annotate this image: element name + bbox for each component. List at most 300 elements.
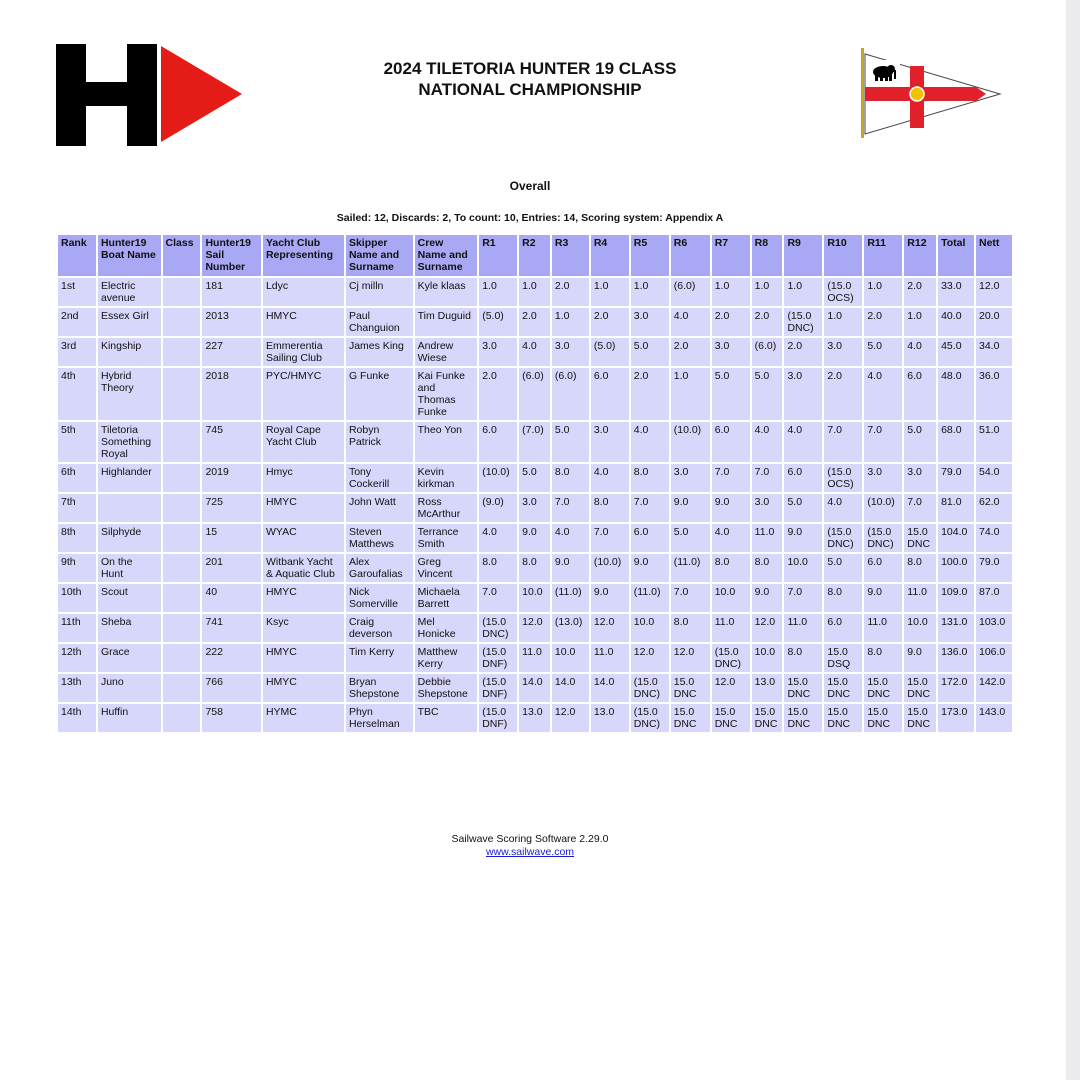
- cell-class: [163, 308, 201, 336]
- cell-r1: (15.0 DNF): [479, 704, 517, 732]
- logo-h-left-bar: [56, 44, 86, 146]
- cell-r4: 13.0: [591, 704, 629, 732]
- cell-hunter19-boat-name: On the Hunt: [98, 554, 161, 582]
- cell-r2: 2.0: [519, 308, 550, 336]
- cell-r8: 5.0: [752, 368, 783, 420]
- cell-yacht-club-representing: WYAC: [263, 524, 344, 552]
- cell-r12: 2.0: [904, 278, 936, 306]
- cell-r5: 9.0: [631, 554, 669, 582]
- club-burgee: [858, 48, 1004, 140]
- cell-r4: 7.0: [591, 524, 629, 552]
- cell-class: [163, 554, 201, 582]
- hunter-logo: [56, 44, 242, 146]
- footer: [0, 833, 1060, 859]
- cell-r9: 4.0: [784, 422, 822, 462]
- cell-r7: 4.0: [712, 524, 750, 552]
- cell-r5: (11.0): [631, 584, 669, 612]
- cell-r1: 1.0: [479, 278, 517, 306]
- table-row: [58, 524, 1012, 552]
- cell-hunter19-boat-name: Grace: [98, 644, 161, 672]
- column-header-rank: Rank: [58, 235, 96, 276]
- cell-class: [163, 584, 201, 612]
- cell-r12: 4.0: [904, 338, 936, 366]
- cell-skipper-name-and-surname: Tim Kerry: [346, 644, 413, 672]
- cell-nett: 103.0: [976, 614, 1012, 642]
- cell-r11: 11.0: [864, 614, 902, 642]
- cell-r1: (15.0 DNF): [479, 644, 517, 672]
- cell-class: [163, 704, 201, 732]
- cell-r10: (15.0 OCS): [824, 278, 862, 306]
- cell-r7: 5.0: [712, 368, 750, 420]
- table-row: [58, 554, 1012, 582]
- cell-class: [163, 494, 201, 522]
- cell-skipper-name-and-surname: Phyn Herselman: [346, 704, 413, 732]
- cell-crew-name-and-surname: Michaela Barrett: [415, 584, 478, 612]
- cell-r8: 3.0: [752, 494, 783, 522]
- column-header-r5: R5: [631, 235, 669, 276]
- cell-r10: 2.0: [824, 368, 862, 420]
- cell-r11: 9.0: [864, 584, 902, 612]
- table-row: [58, 464, 1012, 492]
- column-header-r8: R8: [752, 235, 783, 276]
- cell-crew-name-and-surname: Mel Honicke: [415, 614, 478, 642]
- cell-nett: 74.0: [976, 524, 1012, 552]
- cell-r1: 7.0: [479, 584, 517, 612]
- cell-r6: 5.0: [671, 524, 710, 552]
- cell-rank: 7th: [58, 494, 96, 522]
- cell-skipper-name-and-surname: Robyn Patrick: [346, 422, 413, 462]
- title-line-1: 2024 TILETORIA HUNTER 19 CLASS: [383, 59, 677, 78]
- column-header-r4: R4: [591, 235, 629, 276]
- cell-r3: 5.0: [552, 422, 589, 462]
- table-row: [58, 308, 1012, 336]
- cell-r9: (15.0 DNC): [784, 308, 822, 336]
- cell-r3: 14.0: [552, 674, 589, 702]
- cell-nett: 142.0: [976, 674, 1012, 702]
- cell-hunter19-boat-name: Essex Girl: [98, 308, 161, 336]
- column-header-skipper-name-and-surname: Skipper Name and Surname: [346, 235, 413, 276]
- cell-crew-name-and-surname: Greg Vincent: [415, 554, 478, 582]
- cell-r4: 6.0: [591, 368, 629, 420]
- cell-yacht-club-representing: Ldyc: [263, 278, 344, 306]
- cell-r10: 7.0: [824, 422, 862, 462]
- cell-r7: 1.0: [712, 278, 750, 306]
- cell-crew-name-and-surname: Tim Duguid: [415, 308, 478, 336]
- cell-r7: 9.0: [712, 494, 750, 522]
- cell-total: 136.0: [938, 644, 974, 672]
- logo-h-right-bar: [127, 44, 157, 146]
- column-header-crew-name-and-surname: Crew Name and Surname: [415, 235, 478, 276]
- cell-hunter19-boat-name: Electric avenue: [98, 278, 161, 306]
- cell-r9: 11.0: [784, 614, 822, 642]
- cell-r4: 11.0: [591, 644, 629, 672]
- cell-skipper-name-and-surname: Paul Changuion: [346, 308, 413, 336]
- cell-rank: 3rd: [58, 338, 96, 366]
- cell-hunter19-sail-number: 40: [202, 584, 260, 612]
- cell-class: [163, 422, 201, 462]
- cell-r1: 3.0: [479, 338, 517, 366]
- right-edge-strip: [1066, 0, 1080, 1080]
- cell-r7: 6.0: [712, 422, 750, 462]
- cell-r7: 10.0: [712, 584, 750, 612]
- table-row: [58, 704, 1012, 732]
- cell-r1: (15.0 DNC): [479, 614, 517, 642]
- cell-r12: 5.0: [904, 422, 936, 462]
- cell-yacht-club-representing: Witbank Yacht & Aquatic Club: [263, 554, 344, 582]
- cell-hunter19-sail-number: 745: [202, 422, 260, 462]
- cell-skipper-name-and-surname: Alex Garoufalias: [346, 554, 413, 582]
- cell-nett: 106.0: [976, 644, 1012, 672]
- cell-total: 173.0: [938, 704, 974, 732]
- cell-skipper-name-and-surname: Craig deverson: [346, 614, 413, 642]
- cell-skipper-name-and-surname: Steven Matthews: [346, 524, 413, 552]
- cell-r12: 6.0: [904, 368, 936, 420]
- cell-hunter19-sail-number: 222: [202, 644, 260, 672]
- cell-hunter19-sail-number: 201: [202, 554, 260, 582]
- cell-r5: 6.0: [631, 524, 669, 552]
- results-table: [56, 233, 1014, 734]
- table-row: [58, 422, 1012, 462]
- column-header-hunter19-boat-name: Hunter19 Boat Name: [98, 235, 161, 276]
- cell-nett: 87.0: [976, 584, 1012, 612]
- cell-nett: 79.0: [976, 554, 1012, 582]
- cell-class: [163, 614, 201, 642]
- cell-yacht-club-representing: PYC/HMYC: [263, 368, 344, 420]
- cell-r9: 3.0: [784, 368, 822, 420]
- cell-r4: 14.0: [591, 674, 629, 702]
- cell-rank: 4th: [58, 368, 96, 420]
- cell-r10: 4.0: [824, 494, 862, 522]
- cell-r6: 12.0: [671, 644, 710, 672]
- cell-r8: 8.0: [752, 554, 783, 582]
- cell-r7: 15.0 DNC: [712, 704, 750, 732]
- cell-r12: 11.0: [904, 584, 936, 612]
- cell-r2: 14.0: [519, 674, 550, 702]
- cell-r10: 5.0: [824, 554, 862, 582]
- cell-rank: 5th: [58, 422, 96, 462]
- cell-hunter19-boat-name: Scout: [98, 584, 161, 612]
- cell-hunter19-sail-number: 227: [202, 338, 260, 366]
- cell-yacht-club-representing: HMYC: [263, 584, 344, 612]
- table-row: [58, 278, 1012, 306]
- cell-yacht-club-representing: HMYC: [263, 644, 344, 672]
- cell-r11: 8.0: [864, 644, 902, 672]
- cell-crew-name-and-surname: Kevin kirkman: [415, 464, 478, 492]
- column-header-r9: R9: [784, 235, 822, 276]
- cell-r10: 15.0 DNC: [824, 674, 862, 702]
- cell-class: [163, 368, 201, 420]
- cell-r1: (5.0): [479, 308, 517, 336]
- cell-total: 131.0: [938, 614, 974, 642]
- cell-r9: 10.0: [784, 554, 822, 582]
- column-header-r7: R7: [712, 235, 750, 276]
- cell-r7: 2.0: [712, 308, 750, 336]
- cell-r7: 3.0: [712, 338, 750, 366]
- cell-class: [163, 338, 201, 366]
- cell-yacht-club-representing: Hmyc: [263, 464, 344, 492]
- cell-r8: 2.0: [752, 308, 783, 336]
- table-body: [58, 278, 1012, 732]
- cell-r8: 9.0: [752, 584, 783, 612]
- cell-nett: 54.0: [976, 464, 1012, 492]
- burgee-cross-horizontal: [865, 87, 986, 101]
- cell-rank: 2nd: [58, 308, 96, 336]
- cell-r11: (15.0 DNC): [864, 524, 902, 552]
- cell-total: 172.0: [938, 674, 974, 702]
- cell-r7: 7.0: [712, 464, 750, 492]
- cell-hunter19-sail-number: 2019: [202, 464, 260, 492]
- cell-r6: 15.0 DNC: [671, 704, 710, 732]
- cell-hunter19-boat-name: Sheba: [98, 614, 161, 642]
- cell-r12: 15.0 DNC: [904, 524, 936, 552]
- cell-r2: 13.0: [519, 704, 550, 732]
- cell-hunter19-boat-name: Kingship: [98, 338, 161, 366]
- cell-r1: (10.0): [479, 464, 517, 492]
- cell-r6: 4.0: [671, 308, 710, 336]
- cell-total: 45.0: [938, 338, 974, 366]
- sailwave-link[interactable]: www.sailwave.com: [485, 846, 575, 858]
- cell-r7: (15.0 DNC): [712, 644, 750, 672]
- cell-r11: 2.0: [864, 308, 902, 336]
- cell-rank: 9th: [58, 554, 96, 582]
- cell-r3: (11.0): [552, 584, 589, 612]
- cell-r9: 7.0: [784, 584, 822, 612]
- cell-r3: 1.0: [552, 308, 589, 336]
- cell-r5: 2.0: [631, 368, 669, 420]
- cell-r5: 8.0: [631, 464, 669, 492]
- cell-hunter19-boat-name: Silphyde: [98, 524, 161, 552]
- cell-r12: 15.0 DNC: [904, 674, 936, 702]
- cell-hunter19-sail-number: 15: [202, 524, 260, 552]
- cell-r4: 12.0: [591, 614, 629, 642]
- series-summary: Sailed: 12, Discards: 2, To count: 10, Entries: 14, Scoring system: Appendix A: [336, 212, 724, 224]
- cell-r9: 1.0: [784, 278, 822, 306]
- cell-crew-name-and-surname: Terrance Smith: [415, 524, 478, 552]
- cell-hunter19-boat-name: Tiletoria Something Royal: [98, 422, 161, 462]
- cell-r6: (6.0): [671, 278, 710, 306]
- table-row: [58, 494, 1012, 522]
- cell-class: [163, 464, 201, 492]
- column-header-r1: R1: [479, 235, 517, 276]
- cell-r8: 1.0: [752, 278, 783, 306]
- cell-r5: 7.0: [631, 494, 669, 522]
- cell-yacht-club-representing: HYMC: [263, 704, 344, 732]
- cell-r4: 1.0: [591, 278, 629, 306]
- cell-r1: 4.0: [479, 524, 517, 552]
- cell-r4: (10.0): [591, 554, 629, 582]
- cell-nett: 12.0: [976, 278, 1012, 306]
- cell-r2: (7.0): [519, 422, 550, 462]
- cell-r9: 8.0: [784, 644, 822, 672]
- table-row: [58, 614, 1012, 642]
- cell-r8: 15.0 DNC: [752, 704, 783, 732]
- cell-r3: (6.0): [552, 368, 589, 420]
- cell-r11: (10.0): [864, 494, 902, 522]
- cell-r5: (15.0 DNC): [631, 674, 669, 702]
- cell-r12: 10.0: [904, 614, 936, 642]
- cell-r10: 1.0: [824, 308, 862, 336]
- column-header-r11: R11: [864, 235, 902, 276]
- column-header-nett: Nett: [976, 235, 1012, 276]
- cell-r12: 8.0: [904, 554, 936, 582]
- cell-class: [163, 674, 201, 702]
- cell-skipper-name-and-surname: Bryan Shepstone: [346, 674, 413, 702]
- cell-r7: 11.0: [712, 614, 750, 642]
- cell-class: [163, 278, 201, 306]
- cell-crew-name-and-surname: TBC: [415, 704, 478, 732]
- burgee-center-emblem: [910, 87, 924, 101]
- cell-rank: 1st: [58, 278, 96, 306]
- cell-r2: 12.0: [519, 614, 550, 642]
- cell-r4: 2.0: [591, 308, 629, 336]
- cell-nett: 20.0: [976, 308, 1012, 336]
- cell-r12: 1.0: [904, 308, 936, 336]
- cell-crew-name-and-surname: Matthew Kerry: [415, 644, 478, 672]
- cell-r6: 8.0: [671, 614, 710, 642]
- cell-crew-name-and-surname: Debbie Shepstone: [415, 674, 478, 702]
- cell-r5: (15.0 DNC): [631, 704, 669, 732]
- cell-r6: 2.0: [671, 338, 710, 366]
- cell-r1: (15.0 DNF): [479, 674, 517, 702]
- cell-crew-name-and-surname: Kai Funke and Thomas Funke: [415, 368, 478, 420]
- cell-total: 81.0: [938, 494, 974, 522]
- cell-total: 40.0: [938, 308, 974, 336]
- cell-r9: 15.0 DNC: [784, 704, 822, 732]
- cell-hunter19-sail-number: 758: [202, 704, 260, 732]
- cell-total: 104.0: [938, 524, 974, 552]
- cell-yacht-club-representing: Royal Cape Yacht Club: [263, 422, 344, 462]
- cell-rank: 11th: [58, 614, 96, 642]
- cell-hunter19-boat-name: Highlander: [98, 464, 161, 492]
- cell-r3: 3.0: [552, 338, 589, 366]
- cell-r12: 7.0: [904, 494, 936, 522]
- cell-r1: 2.0: [479, 368, 517, 420]
- cell-hunter19-sail-number: 741: [202, 614, 260, 642]
- cell-r12: 9.0: [904, 644, 936, 672]
- title-line-2: NATIONAL CHAMPIONSHIP: [418, 80, 642, 99]
- cell-total: 109.0: [938, 584, 974, 612]
- cell-crew-name-and-surname: Ross McArthur: [415, 494, 478, 522]
- cell-r10: (15.0 OCS): [824, 464, 862, 492]
- cell-r8: 11.0: [752, 524, 783, 552]
- cell-r8: 12.0: [752, 614, 783, 642]
- cell-nett: 36.0: [976, 368, 1012, 420]
- cell-r3: 9.0: [552, 554, 589, 582]
- cell-r10: 8.0: [824, 584, 862, 612]
- cell-hunter19-sail-number: 2018: [202, 368, 260, 420]
- cell-nett: 34.0: [976, 338, 1012, 366]
- report-heading: Overall: [509, 179, 551, 193]
- cell-nett: 62.0: [976, 494, 1012, 522]
- cell-r12: 3.0: [904, 464, 936, 492]
- cell-r9: 15.0 DNC: [784, 674, 822, 702]
- cell-r1: 6.0: [479, 422, 517, 462]
- cell-r10: (15.0 DNC): [824, 524, 862, 552]
- cell-crew-name-and-surname: Andrew Wiese: [415, 338, 478, 366]
- cell-r8: 4.0: [752, 422, 783, 462]
- cell-r9: 2.0: [784, 338, 822, 366]
- cell-r2: 8.0: [519, 554, 550, 582]
- cell-r3: 8.0: [552, 464, 589, 492]
- cell-rank: 6th: [58, 464, 96, 492]
- cell-rank: 13th: [58, 674, 96, 702]
- cell-r2: 5.0: [519, 464, 550, 492]
- cell-r5: 12.0: [631, 644, 669, 672]
- cell-r6: 15.0 DNC: [671, 674, 710, 702]
- cell-nett: 51.0: [976, 422, 1012, 462]
- cell-total: 33.0: [938, 278, 974, 306]
- cell-r8: 10.0: [752, 644, 783, 672]
- cell-r6: 9.0: [671, 494, 710, 522]
- table-row: [58, 644, 1012, 672]
- cell-hunter19-sail-number: 2013: [202, 308, 260, 336]
- cell-r6: 1.0: [671, 368, 710, 420]
- cell-r8: 7.0: [752, 464, 783, 492]
- cell-yacht-club-representing: Ksyc: [263, 614, 344, 642]
- column-header-r3: R3: [552, 235, 589, 276]
- cell-yacht-club-representing: HMYC: [263, 308, 344, 336]
- cell-rank: 8th: [58, 524, 96, 552]
- cell-r8: (6.0): [752, 338, 783, 366]
- cell-total: 68.0: [938, 422, 974, 462]
- cell-class: [163, 644, 201, 672]
- cell-r6: (11.0): [671, 554, 710, 582]
- cell-r11: 15.0 DNC: [864, 674, 902, 702]
- cell-r3: 2.0: [552, 278, 589, 306]
- cell-r11: 7.0: [864, 422, 902, 462]
- cell-hunter19-sail-number: 725: [202, 494, 260, 522]
- cell-r10: 6.0: [824, 614, 862, 642]
- logo-red-arrow: [161, 46, 242, 142]
- cell-r12: 15.0 DNC: [904, 704, 936, 732]
- cell-rank: 14th: [58, 704, 96, 732]
- column-header-yacht-club-representing: Yacht Club Representing: [263, 235, 344, 276]
- cell-yacht-club-representing: Emmerentia Sailing Club: [263, 338, 344, 366]
- cell-skipper-name-and-surname: G Funke: [346, 368, 413, 420]
- cell-r10: 15.0 DSQ: [824, 644, 862, 672]
- cell-r4: 4.0: [591, 464, 629, 492]
- cell-hunter19-sail-number: 181: [202, 278, 260, 306]
- cell-r5: 10.0: [631, 614, 669, 642]
- cell-r5: 5.0: [631, 338, 669, 366]
- cell-r6: 7.0: [671, 584, 710, 612]
- cell-r9: 6.0: [784, 464, 822, 492]
- cell-r2: 9.0: [519, 524, 550, 552]
- cell-r11: 15.0 DNC: [864, 704, 902, 732]
- cell-hunter19-sail-number: 766: [202, 674, 260, 702]
- column-header-r6: R6: [671, 235, 710, 276]
- cell-r1: (9.0): [479, 494, 517, 522]
- cell-r11: 6.0: [864, 554, 902, 582]
- cell-r6: (10.0): [671, 422, 710, 462]
- cell-r3: 10.0: [552, 644, 589, 672]
- cell-r5: 3.0: [631, 308, 669, 336]
- cell-r4: (5.0): [591, 338, 629, 366]
- cell-hunter19-boat-name: Hybrid Theory: [98, 368, 161, 420]
- cell-r2: 3.0: [519, 494, 550, 522]
- cell-r10: 3.0: [824, 338, 862, 366]
- cell-hunter19-boat-name: [98, 494, 161, 522]
- cell-r2: 10.0: [519, 584, 550, 612]
- page-title: [300, 58, 760, 100]
- column-header-total: Total: [938, 235, 974, 276]
- cell-r1: 8.0: [479, 554, 517, 582]
- cell-r4: 9.0: [591, 584, 629, 612]
- cell-total: 48.0: [938, 368, 974, 420]
- cell-crew-name-and-surname: Kyle klaas: [415, 278, 478, 306]
- cell-skipper-name-and-surname: James King: [346, 338, 413, 366]
- column-header-class: Class: [163, 235, 201, 276]
